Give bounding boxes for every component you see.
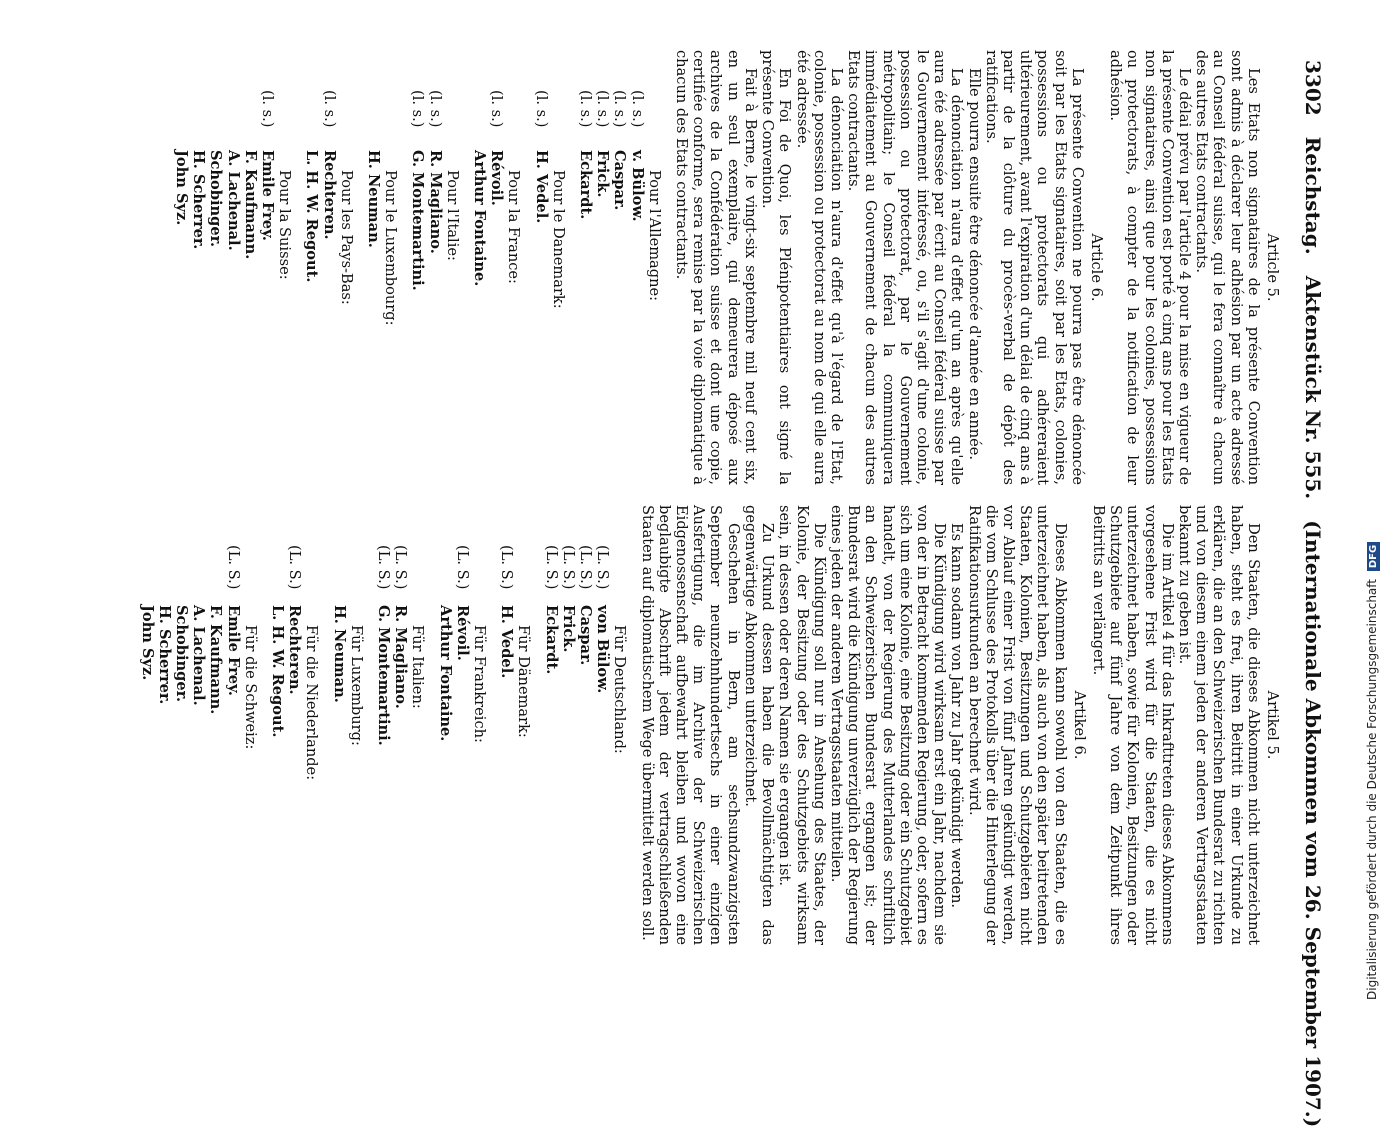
signature-line (577, 90, 594, 485)
header-right: (Internationale Abkommen vom 26. September 1907.) (1301, 520, 1325, 1128)
german-column (138, 505, 1283, 945)
signature-line (138, 545, 155, 945)
signatory-name: L. H. W. Regout. (269, 605, 287, 738)
signatory-name: Schobinger. (173, 605, 191, 703)
signatory-name: F. Kaufmann. (241, 150, 259, 260)
seal-mark: (L. S.) (375, 545, 393, 590)
signature-line (303, 90, 320, 485)
signature-line (224, 545, 241, 945)
paragraph: Es kann sodann von Jahr zu Jahr gekündigt werden. (948, 523, 966, 909)
signature-line (628, 90, 645, 485)
signatory-name: Révoil. (453, 605, 471, 661)
signatory-name: F. Kaufmann. (207, 605, 225, 715)
french-column (173, 50, 1283, 485)
signature-country: Für Italien: (409, 625, 427, 709)
signatory-name: H. Vedel. (532, 150, 550, 224)
header-left: Reichstag. (1301, 136, 1325, 255)
signature-country: Für Deutschland: (611, 625, 629, 754)
artikel-6-title: Artikel 6. (1070, 690, 1088, 760)
signature-country: Pour l'Allemagne: (645, 170, 663, 302)
signatory-name: Rechteren. (320, 150, 338, 240)
digitization-note (1365, 170, 1381, 1000)
signatory-name: Révoil. (488, 150, 506, 206)
signatory-name: Frick. (559, 605, 577, 653)
signatory-name: Caspar. (611, 150, 629, 211)
seal-mark: (L. S.) (392, 545, 410, 590)
paragraph: Zu Urkund dessen haben die Bevollmächtigten das gegenwärtige Abkommen unterzeichnet. (741, 505, 777, 945)
signature-country: Pour la France: (505, 170, 523, 284)
dfg-logo: DFG (1367, 542, 1380, 571)
paragraph: Le délai prévu par l'article 4 pour la mise en vigueur de la présente Convention est porté à cinq ans pour les Etats non signataires, ainsi que pour les colonies, possessions ou protectorats, à compter de la notification de leur adhésion. (1107, 50, 1193, 485)
signatory-name: Caspar. (577, 605, 595, 666)
article-5-title: Article 5. (1264, 233, 1281, 302)
signature-line (365, 90, 382, 485)
signatory-name: H. Scherrer. (190, 150, 208, 250)
signatory-name: Frick. (594, 150, 612, 198)
signature-line (542, 545, 559, 945)
paragraph: Den Staaten, die dieses Abkommen nicht unterzeichnet haben, steht es frei, ihren Beitritt in einer Urkunde zu erklären, die an den Schweizerischen Bundesrat zu richten und von diesem einem jeden der anderen Vertragsstaaten bekannt zu geben ist. (1175, 505, 1262, 945)
signatory-name: A. Lachenal. (224, 150, 242, 251)
footer-note: Digitalisierung gefördert durch die Deutsche Forschungsgemeinschaft (1365, 578, 1379, 1000)
signatory-name: Eckardt. (577, 150, 595, 220)
signatory-name: L. H. W. Regout. (303, 150, 321, 283)
signature-country: Pour l'Italie: (443, 170, 461, 261)
seal-mark: (l. s.) (532, 90, 550, 128)
seal-mark: (l. s.) (577, 90, 595, 128)
signature-line (471, 90, 488, 485)
paragraph: La dénonciation n'aura d'effet qu'à l'égard de l'Etat, colonie, possession ou protectorat au nom de qui elle aura été adressée. (793, 50, 845, 485)
signature-line (286, 545, 303, 945)
signature-line (190, 545, 207, 945)
paragraph: Die Kündigung wird wirksam erst ein Jahr, nachdem sie von der in Betracht kommenden Regierung, oder, sofern es sich um eine Kolonie, eine Besitzung oder ein Schutzgebiet handelt, von der Regierung des Mutterlandes schriftlich an den Schweizerischen Bundesrat ergangen ist; der Bundesrat wird die Kündigung unverzüglich der Regierung eines jeden der anderen Vertragsstaaten mitteilen. (827, 505, 949, 945)
signatory-name: John Syz. (173, 150, 191, 226)
signatory-name: Arthur Fontaine. (436, 605, 454, 742)
seal-mark: (L. S.) (453, 545, 471, 590)
page-header (1297, 60, 1325, 1128)
signatory-name: Emile Frey. (224, 605, 242, 696)
signature-line (436, 545, 453, 945)
signatory-name: von Bülow. (594, 605, 612, 694)
signatory-name: G. Montemartini. (375, 605, 393, 746)
seal-mark: (L. S.) (224, 545, 242, 590)
signatory-name: Eckardt. (542, 605, 560, 675)
signature-country: Für die Schweiz: (241, 625, 259, 750)
signature-country: Für Luxemburg: (347, 625, 365, 746)
signature-line (320, 90, 337, 485)
paragraph: En Foi de Quoi, les Plénipotentiaires ont signé la présente Convention. (759, 50, 794, 485)
seal-mark: (l. s.) (259, 90, 277, 128)
signature-line (594, 545, 611, 945)
signatures (138, 505, 628, 945)
signatory-name: Schobinger. (207, 150, 225, 248)
article-6-title: Article 6. (1087, 233, 1105, 302)
signature-line (259, 90, 276, 485)
seal-mark: (L. S.) (498, 545, 516, 590)
paragraph: Fait à Berne, le vingt-six septembre mil neuf cent six, en un seul exemplaire, qui demeurera déposé aux archives de la Confédération suisse et dont une copie, certifiée conforme, sera remise par la voie diplomatique à chacun des Etats contractants. (673, 50, 759, 485)
signature-line (224, 90, 241, 485)
signatures (173, 50, 663, 485)
seal-mark: (L. S.) (286, 545, 304, 590)
paragraph: Die Kündigung soll nur in Ansehung des Staates, der Kolonie, der Besitzung oder des Schutzgebiets wirksam sein, in dessen oder deren Namen sie ergangen ist. (776, 505, 828, 945)
signature-country: Für die Niederlande: (303, 625, 321, 781)
signature-line (190, 90, 207, 485)
seal-mark: (l. s.) (594, 90, 612, 128)
signature-line (269, 545, 286, 945)
signatory-name: H. Neuman. (330, 605, 348, 703)
signatory-name: John Syz. (138, 605, 156, 681)
signature-country: Pour les Pays-Bas: (337, 170, 355, 305)
signatory-name: R. Magliano. (426, 150, 444, 254)
seal-mark: (L. S.) (542, 545, 560, 590)
signature-country: Für Dänemark: (515, 625, 533, 738)
signature-country: Pour le Luxembourg: (382, 170, 400, 326)
signature-line (454, 545, 471, 945)
signature-country: Für Frankreich: (471, 625, 489, 743)
signature-line (560, 545, 577, 945)
page-number: 3302 (1301, 60, 1325, 116)
paragraph: Dieses Abkommen kann sowohl von den Staaten, die es unterzeichnet haben, als auch von den später beitretenden Staaten, Kolonien, Besitzungen und Schutzgebieten nicht vor Ablauf einer Frist von fünf Jahren gekündigt werden, die vom Schlusse des Protokolls über die Hinterlegung der Ratifikationsurkunden an berechnet wird. (965, 505, 1069, 945)
signature-line (392, 545, 409, 945)
signatory-name: G. Montemartini. (409, 150, 427, 291)
signature-line (577, 545, 594, 945)
signatory-name: H. Neuman. (365, 150, 383, 248)
signature-country: Pour le Danemark: (549, 170, 567, 309)
signature-line (330, 545, 347, 945)
paragraph: Geschehen in Bern, am sechsundzwanzigsten September neunzehnhundertsechs in einer einzigen Ausfertigung, die im Archive der Schweizerischen Eidgenossenschaft aufbewahrt bleiben und wovon eine beglaubigte Abschrift jedem der vertragschließenden Staaten auf diplomatischem Wege übermittelt werden soll. (638, 505, 742, 945)
seal-mark: (l. s.) (409, 90, 427, 128)
signature-line (409, 90, 426, 485)
paragraph: Elle pourra ensuite être dénoncée d'année en année. (965, 68, 983, 461)
signature-country: Pour la Suisse: (276, 170, 294, 280)
seal-mark: (l. s.) (628, 90, 646, 128)
paragraph: Die im Artikel 4 für das Inkrafttreten dieses Abkommens vorgesehene Frist wird für die Staaten, die es nicht unterzeichnet haben, sowie für Kolonien, Besitzungen oder Schutzgebiete auf fünf Jahre von dem Zeitpunkt ihres Beitritts an verlängert. (1089, 505, 1176, 945)
signatory-name: R. Magliano. (392, 605, 410, 709)
signature-line (207, 90, 224, 485)
signature-line (488, 90, 505, 485)
seal-mark: (l. s.) (611, 90, 629, 128)
signatory-name: Rechteren. (286, 605, 304, 695)
signature-line (173, 545, 190, 945)
seal-mark: (l. s.) (320, 90, 338, 128)
seal-mark: (L. S.) (594, 545, 612, 590)
paragraph: La présente Convention ne pourra pas être dénoncée soit par les Etats signataires, soit par les Etats, colonies, possessions ou protectorats qui adhéreraient ultérieurement, avant l'expiration d'un délai de cinq ans à partir de la clôture du procès-verbal de dépôt des ratifications. (982, 50, 1086, 485)
signatory-name: A. Lachenal. (190, 605, 208, 706)
signature-line (173, 90, 190, 485)
signatory-name: H. Vedel. (498, 605, 516, 679)
seal-mark: (L. S.) (559, 545, 577, 590)
signature-line (498, 545, 515, 945)
signature-line (594, 90, 611, 485)
signature-line (611, 90, 628, 485)
signature-line (207, 545, 224, 945)
signature-line (532, 90, 549, 485)
artikel-5-title: Artikel 5. (1264, 690, 1281, 760)
paragraph: Les Etats non signataires de la présente Convention sont admis à déclarer leur adhésion par un acte adressé au Conseil fédéral suisse, qui le fera connaître à chacun des autres Etats contractants. (1193, 50, 1262, 485)
header-center: Aktenstück Nr. 555. (1301, 275, 1325, 500)
seal-mark: (l. s.) (488, 90, 506, 128)
signatory-name: H. Scherrer. (155, 605, 173, 705)
seal-mark: (l. s.) (426, 90, 444, 128)
seal-mark: (L. S.) (577, 545, 595, 590)
signatory-name: v. Bülow. (628, 150, 646, 222)
signature-line (375, 545, 392, 945)
signature-line (156, 545, 173, 945)
signature-line (242, 90, 259, 485)
signatory-name: Emile Frey. (259, 150, 277, 241)
signature-line (426, 90, 443, 485)
paragraph: La dénonciation n'aura d'effet qu'un an après qu'elle aura été adressée par écrit au Conseil fédéral suisse par le Gouvernement intéressé, ou, s'il s'agit d'une colonie, possession ou protectorat, par le Gouvernement métropolitain; le Conseil fédéral la communiquera immédiatement au Gouvernement de chacun des autres Etats contractants. (845, 50, 966, 485)
signatory-name: Arthur Fontaine. (471, 150, 489, 287)
